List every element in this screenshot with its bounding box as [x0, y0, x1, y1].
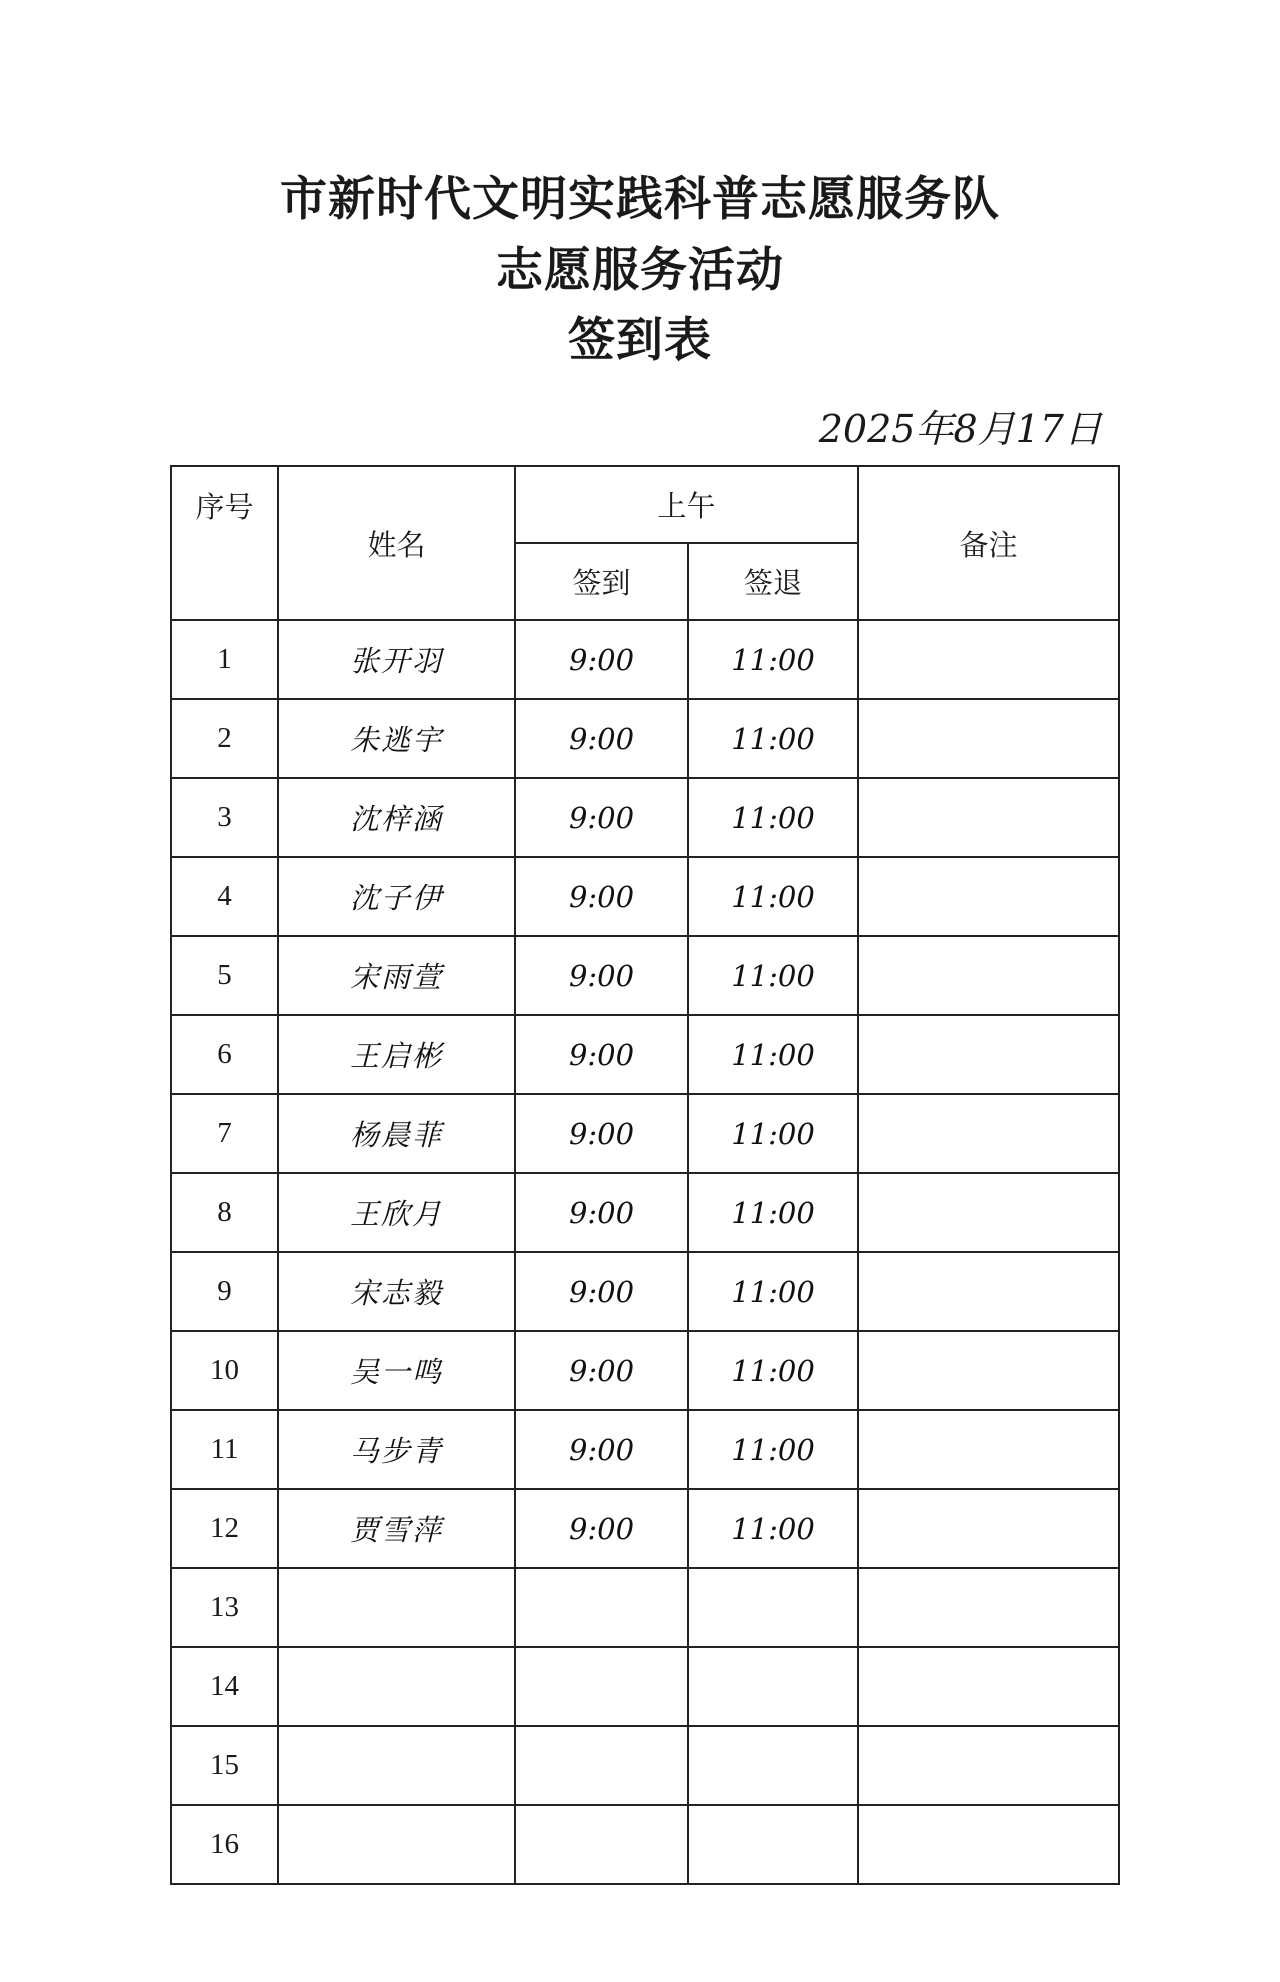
- row-seq-cell: 12: [171, 1489, 278, 1568]
- row-remarks-cell: [858, 1647, 1119, 1726]
- row-seq-cell: 11: [171, 1410, 278, 1489]
- row-seq-cell: 15: [171, 1726, 278, 1805]
- row-seq-cell: 3: [171, 778, 278, 857]
- row-sign-in-cell: 9:00: [515, 620, 688, 699]
- row-name-cell: [278, 1726, 515, 1805]
- row-sign-out-cell: 11:00: [688, 1173, 858, 1252]
- row-sign-out-cell: 11:00: [688, 620, 858, 699]
- header-sign-out: 签退: [688, 543, 858, 620]
- row-name-cell: 沈梓涵: [278, 778, 515, 857]
- row-remarks-cell: [858, 1173, 1119, 1252]
- row-sign-out-cell: 11:00: [688, 1331, 858, 1410]
- row-name-cell: 杨晨菲: [278, 1094, 515, 1173]
- row-name-cell: 宋志毅: [278, 1252, 515, 1331]
- row-sign-out-cell: 11:00: [688, 936, 858, 1015]
- row-sign-out-cell: 11:00: [688, 1410, 858, 1489]
- row-remarks-cell: [858, 699, 1119, 778]
- title-line-3: 签到表: [568, 313, 712, 368]
- row-seq-cell: 5: [171, 936, 278, 1015]
- row-seq-cell: 16: [171, 1805, 278, 1884]
- row-name-cell: 沈子伊: [278, 857, 515, 936]
- table-row: [171, 778, 1119, 857]
- row-remarks-cell: [858, 1726, 1119, 1805]
- row-seq-cell: 10: [171, 1331, 278, 1410]
- row-sign-out-cell: 11:00: [688, 1015, 858, 1094]
- row-name-cell: 贾雪萍: [278, 1489, 515, 1568]
- table-body: [171, 620, 1119, 1884]
- row-sign-in-cell: 9:00: [515, 778, 688, 857]
- row-remarks-cell: [858, 1568, 1119, 1647]
- row-seq-cell: 13: [171, 1568, 278, 1647]
- table-row: [171, 857, 1119, 936]
- row-name-cell: 朱逃宇: [278, 699, 515, 778]
- row-name-cell: 王启彬: [278, 1015, 515, 1094]
- header-remarks: 备注: [858, 466, 1119, 620]
- row-name-cell: 马步青: [278, 1410, 515, 1489]
- row-name-cell: 宋雨萱: [278, 936, 515, 1015]
- header-name: 姓名: [278, 466, 515, 620]
- row-sign-in-cell: 9:00: [515, 1094, 688, 1173]
- header-sign-in: 签到: [515, 543, 688, 620]
- row-seq-cell: 2: [171, 699, 278, 778]
- row-sign-out-cell: 11:00: [688, 1252, 858, 1331]
- row-seq-cell: 1: [171, 620, 278, 699]
- row-seq-cell: 8: [171, 1173, 278, 1252]
- signin-table: [170, 465, 1120, 1885]
- row-sign-in-cell: [515, 1647, 688, 1726]
- row-sign-in-cell: [515, 1726, 688, 1805]
- row-remarks-cell: [858, 1094, 1119, 1173]
- table-row: [171, 1252, 1119, 1331]
- row-name-cell: [278, 1647, 515, 1726]
- row-remarks-cell: [858, 620, 1119, 699]
- row-remarks-cell: [858, 1331, 1119, 1410]
- row-sign-in-cell: 9:00: [515, 1252, 688, 1331]
- table-row: [171, 620, 1119, 699]
- row-sign-in-cell: 9:00: [515, 1489, 688, 1568]
- table-row: [171, 1647, 1119, 1726]
- row-sign-out-cell: [688, 1647, 858, 1726]
- row-sign-out-cell: 11:00: [688, 1094, 858, 1173]
- table-row: [171, 1173, 1119, 1252]
- table-row: [171, 699, 1119, 778]
- row-sign-out-cell: 11:00: [688, 857, 858, 936]
- table-row: [171, 1410, 1119, 1489]
- handwritten-date: 2025年8月17日: [818, 407, 1102, 451]
- title-line-2: 志愿服务活动: [496, 242, 784, 298]
- row-sign-in-cell: 9:00: [515, 1015, 688, 1094]
- table-row: [171, 936, 1119, 1015]
- row-name-cell: 王欣月: [278, 1173, 515, 1252]
- row-sign-out-cell: 11:00: [688, 699, 858, 778]
- row-name-cell: [278, 1568, 515, 1647]
- row-remarks-cell: [858, 936, 1119, 1015]
- row-seq-cell: 7: [171, 1094, 278, 1173]
- header-seq: 序号: [171, 466, 278, 620]
- row-remarks-cell: [858, 1489, 1119, 1568]
- row-remarks-cell: [858, 1805, 1119, 1884]
- table-row: [171, 1015, 1119, 1094]
- row-remarks-cell: [858, 1410, 1119, 1489]
- row-remarks-cell: [858, 1252, 1119, 1331]
- row-sign-in-cell: 9:00: [515, 1331, 688, 1410]
- row-sign-in-cell: [515, 1805, 688, 1884]
- header-morning: 上午: [515, 466, 858, 543]
- title-line-1: 市新时代文明实践科普志愿服务队: [280, 172, 1000, 227]
- row-seq-cell: 6: [171, 1015, 278, 1094]
- row-sign-out-cell: [688, 1726, 858, 1805]
- row-seq-cell: 4: [171, 857, 278, 936]
- row-seq-cell: 14: [171, 1647, 278, 1726]
- row-remarks-cell: [858, 778, 1119, 857]
- row-sign-in-cell: 9:00: [515, 699, 688, 778]
- row-sign-in-cell: 9:00: [515, 1173, 688, 1252]
- table-row: [171, 1726, 1119, 1805]
- table-row: [171, 1489, 1119, 1568]
- row-sign-in-cell: 9:00: [515, 1410, 688, 1489]
- table-row: [171, 1094, 1119, 1173]
- row-name-cell: 吴一鸣: [278, 1331, 515, 1410]
- title-block: [0, 165, 1280, 377]
- row-sign-out-cell: 11:00: [688, 778, 858, 857]
- row-sign-out-cell: [688, 1805, 858, 1884]
- row-name-cell: [278, 1805, 515, 1884]
- row-sign-in-cell: 9:00: [515, 857, 688, 936]
- row-name-cell: 张开羽: [278, 620, 515, 699]
- row-sign-in-cell: [515, 1568, 688, 1647]
- table-row: [171, 1805, 1119, 1884]
- table-row: [171, 1331, 1119, 1410]
- row-sign-out-cell: 11:00: [688, 1489, 858, 1568]
- row-remarks-cell: [858, 1015, 1119, 1094]
- row-sign-out-cell: [688, 1568, 858, 1647]
- row-sign-in-cell: 9:00: [515, 936, 688, 1015]
- table-row: [171, 1568, 1119, 1647]
- row-remarks-cell: [858, 857, 1119, 936]
- row-seq-cell: 9: [171, 1252, 278, 1331]
